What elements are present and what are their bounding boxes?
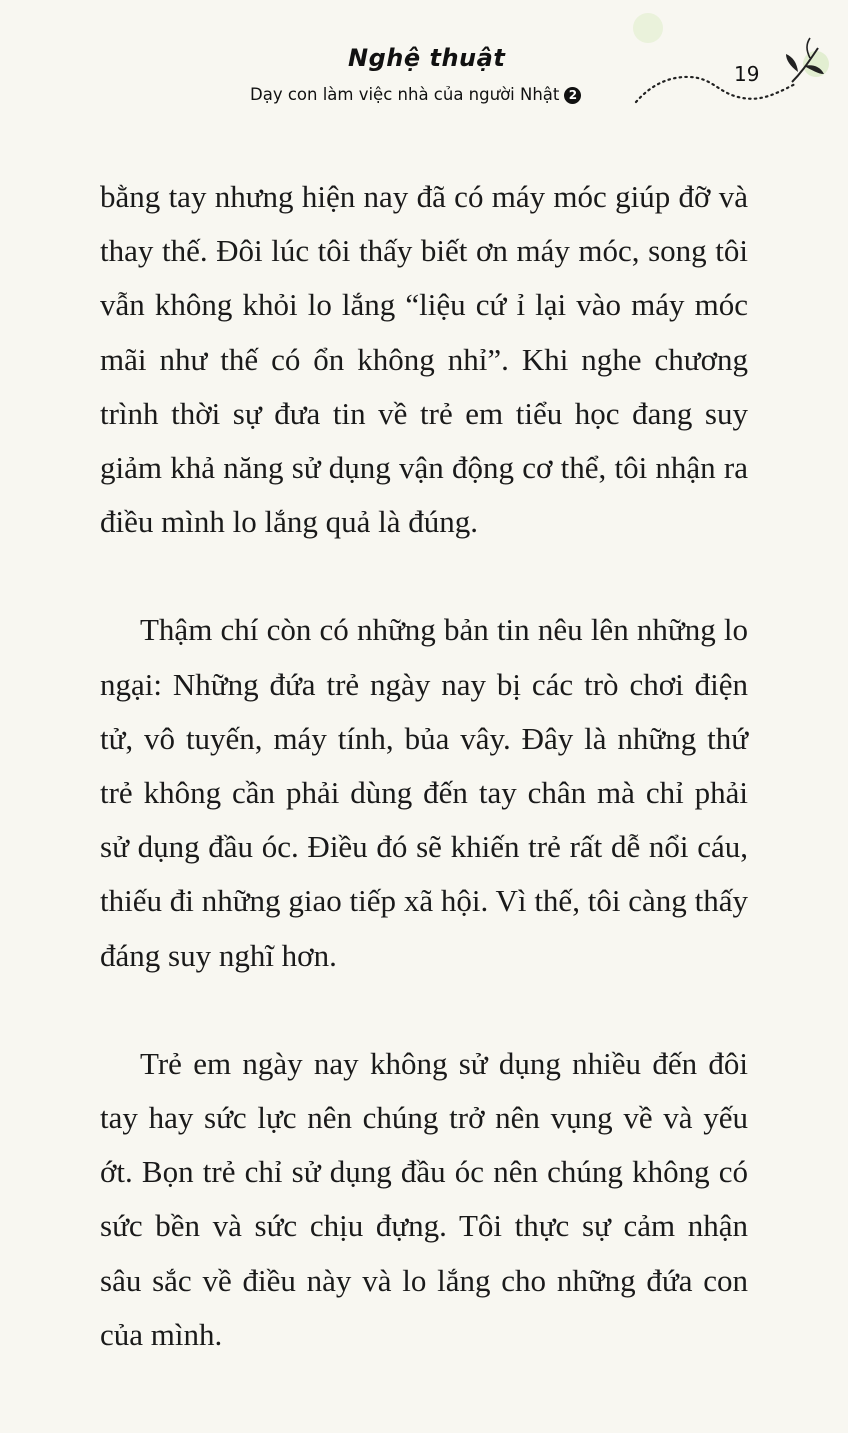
paragraph: bằng tay nhưng hiện nay đã có máy móc giúp đỡ và thay thế. Đôi lúc tôi thấy biết ơn máy móc, song tôi vẫn không khỏi lo lắng “liệu cứ ỉ lại vào máy móc mãi như thế có ổn không nhỉ”. Khi nghe chương trình thời sự đưa tin về trẻ em tiểu học đang suy giảm khả năng sử dụng vận động cơ thể, tôi nhận ra điều mình lo lắng quả là đúng. xyxy=(100,179,748,540)
body-text xyxy=(100,170,748,1416)
page-header xyxy=(0,0,848,140)
page-number: 19 xyxy=(734,62,760,86)
book-subtitle-text: Dạy con làm việc nhà của người Nhật xyxy=(250,85,560,104)
book-subtitle xyxy=(250,85,581,104)
paragraph: Trẻ em ngày nay không sử dụng nhiều đến đôi tay hay sức lực nên chúng trở nên vụng về và yếu ớt. Bọn trẻ chỉ sử dụng đầu óc nên chúng không có sức bền và sức chịu đựng. Tôi thực sự cảm nhận sâu sắc về điều này và lo lắng cho những đứa con của mình. xyxy=(100,1045,748,1352)
book-title: Nghệ thuật xyxy=(348,44,506,72)
paragraph: Thậm chí còn có những bản tin nêu lên những lo ngại: Những đứa trẻ ngày nay bị các trò chơi điện tử, vô tuyến, máy tính, bủa vây. Đây là những thứ trẻ không cần phải dùng đến tay chân mà chỉ phải sử dụng đầu óc. Điều đó sẽ khiến trẻ rất dễ nổi cáu, thiếu đi những giao tiếp xã hội. Vì thế, tôi càng thấy đáng suy nghĩ hơn. xyxy=(100,612,748,973)
volume-badge: 2 xyxy=(564,87,581,104)
